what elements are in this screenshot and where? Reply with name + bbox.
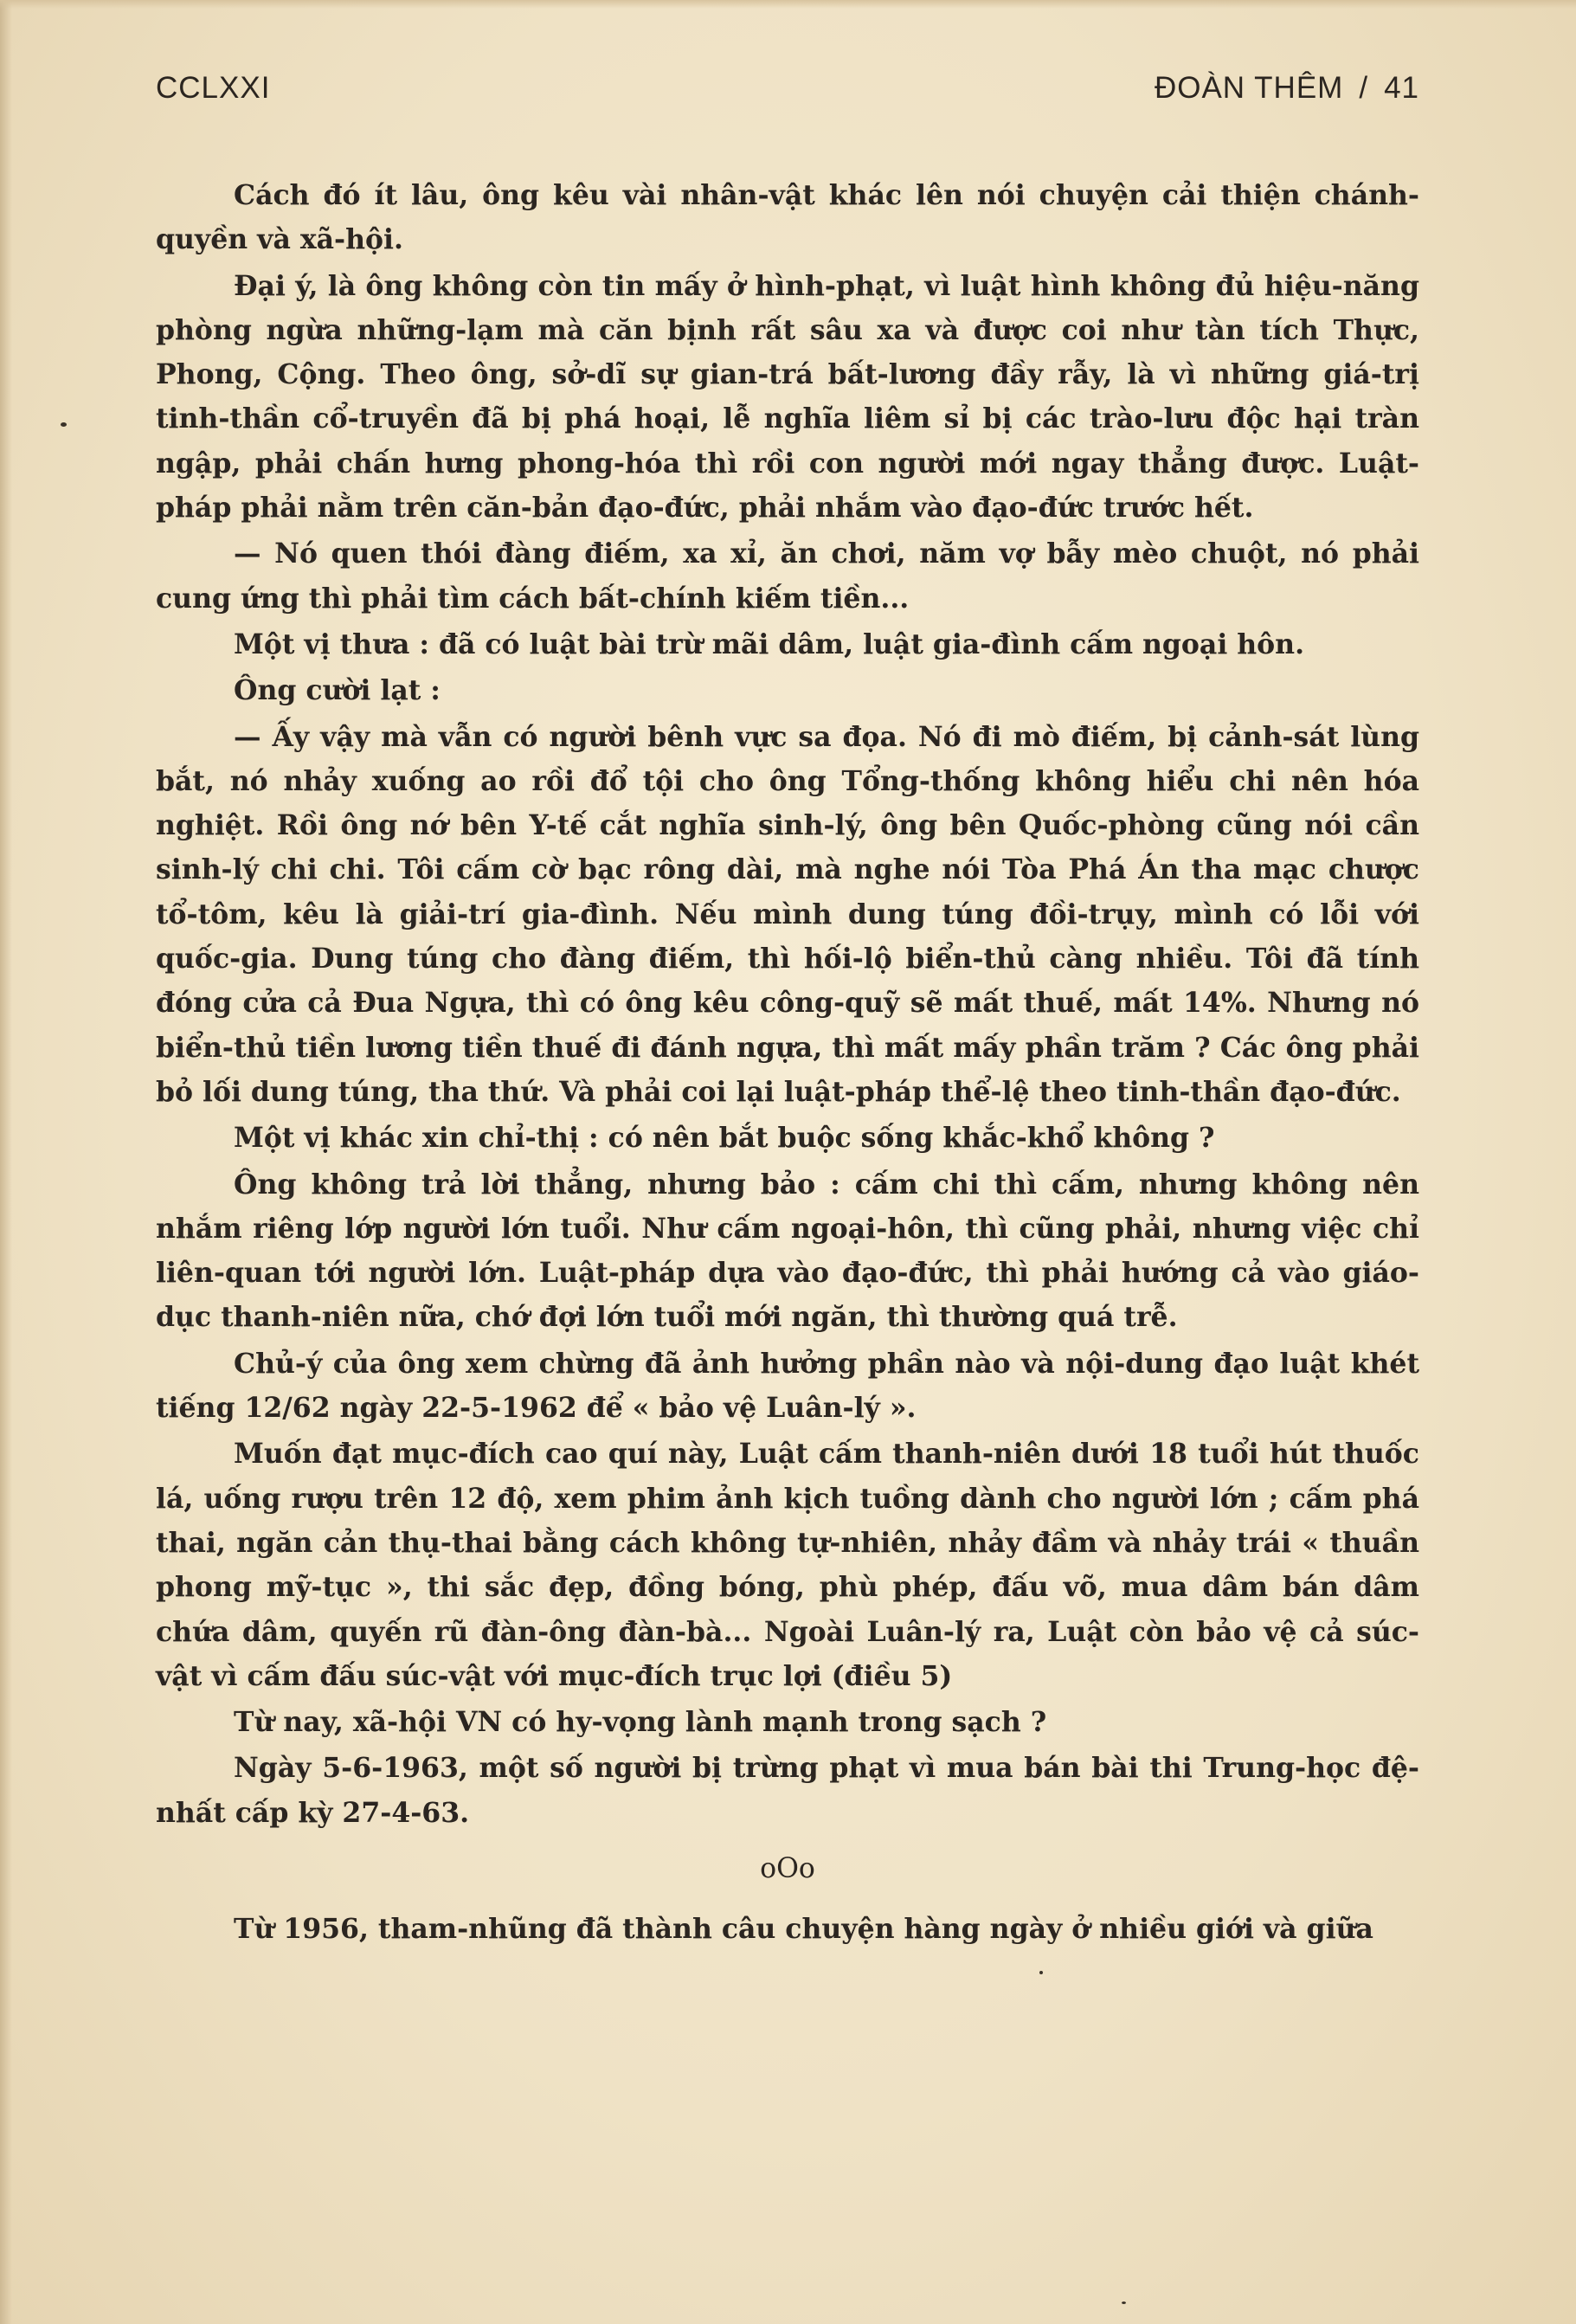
paragraph: Từ 1956, tham-nhũng đã thành câu chuyện hàng ngày ở nhiều giới và giữa (234, 1913, 1373, 1946)
paragraph: Ông cười lạt : (234, 674, 441, 707)
paper-speck (1122, 2301, 1126, 2304)
header-separator: / (1359, 71, 1369, 105)
paragraph: Một vị thưa : đã có luật bài trừ mãi dâm, luật gia-đình cấm ngoại hôn. (234, 628, 1305, 660)
header-right (1139, 71, 1419, 106)
paragraph: Một vị khác xin chỉ-thị : có nên bắt buộc sống khắc-khổ không ? (234, 1122, 1215, 1155)
page-top-edge-shadow (0, 0, 1576, 9)
paragraph: Ông không trả lời thẳng, nhưng bảo : cấm chi thì cấm, nhưng không nên nhắm riêng lớp người lớn tuổi. Như cấm ngoại-hôn, thì cũng phải, nhưng việc chỉ liên-quan tới người lớn. Luật-pháp dựa vào đạo-đức, thì phải hướng cả vào giáo-dục thanh-niên nữa, chớ đợi lớn tuổi mới ngăn, thì thường quá trễ. (156, 1168, 1419, 1334)
paper-speck (61, 422, 67, 427)
author-name: ĐOÀN THÊM (1154, 71, 1344, 105)
page-number: 41 (1384, 71, 1419, 105)
paragraph: Chủ-ý của ông xem chừng đã ảnh hưởng phần nào và nội-dung đạo luật khét tiếng 12/62 ngày 22-5-1962 để « bảo vệ Luân-lý ». (156, 1347, 1419, 1425)
paragraph: — Ấy vậy mà vẫn có người bênh vực sa đọa. Nó đi mò điếm, bị cảnh-sát lùng bắt, nó nhảy xuống ao rồi đổ tội cho ông Tổng-thống không hiểu chi nên hóa nghiệt. Rồi ông nớ bên Y-tế cắt nghĩa sinh-lý, ông bên Quốc-phòng cũng nói cần sinh-lý chi chi. Tôi cấm cờ bạc rông dài, mà nghe nói Tòa Phá Án tha mạc chược tổ-tôm, kêu là giải-trí gia-đình. Nếu mình dung túng đồi-trụy, mình có lỗi với quốc-gia. Dung túng cho đàng điếm, thì hối-lộ biển-thủ càng nhiều. Tôi đã tính đóng cửa cả Đua Ngựa, thì có ông kêu công-quỹ sẽ mất thuế, mất 14%. Nhưng nó biển-thủ tiền lương tiền thuế đi đánh ngựa, thì mất mấy phần trăm ? Các ông phải bỏ lối dung túng, tha thứ. Và phải coi lại luật-pháp thể-lệ theo tinh-thần đạo-đức. (156, 720, 1419, 1108)
running-header (156, 71, 1419, 114)
paragraph: Đại ý, là ông không còn tin mấy ở hình-phạt, vì luật hình không đủ hiệu-năng phòng ngừa những-lạm mà căn bịnh rất sâu xa và được coi như tàn tích Thực, Phong, Cộng. Theo ông, sở-dĩ sự gian-trá bất-lương đầy rẫy, là vì những giá-trị tinh-thần cổ-truyền đã bị phá hoại, lễ nghĩa liêm sỉ bị các trào-lưu độc hại tràn ngập, phải chấn hưng phong-hóa thì rồi con người mới ngay thẳng được. Luật-pháp phải nằm trên căn-bản đạo-đức, phải nhắm vào đạo-đức trước hết. (156, 269, 1419, 525)
page-body-text (156, 173, 1419, 1954)
paragraph: Cách đó ít lâu, ông kêu vài nhân-vật khác lên nói chuyện cải thiện chánh-quyền và xã-hội. (156, 179, 1419, 256)
paragraph: Từ nay, xã-hội VN có hy-vọng lành mạnh trong sạch ? (234, 1706, 1047, 1739)
section-separator: oOo (760, 1852, 815, 1884)
paper-speck (1039, 1971, 1043, 1974)
paragraph: — Nó quen thói đàng điếm, xa xỉ, ăn chơi, năm vợ bẫy mèo chuột, nó phải cung ứng thì phải tìm cách bất-chính kiếm tiền... (156, 538, 1419, 615)
paragraph: Muốn đạt mục-đích cao quí này, Luật cấm thanh-niên dưới 18 tuổi hút thuốc lá, uống rượu trên 12 độ, xem phim ảnh kịch tuồng dành cho người lớn ; cấm phá thai, ngăn cản thụ-thai bằng cách không tự-nhiên, nhảy đầm và nhảy trái « thuần phong mỹ-tục », thi sắc đẹp, đồng bóng, phù phép, đấu võ, mua dâm bán dâm chứa dâm, quyến rũ đàn-ông đàn-bà... Ngoài Luân-lý ra, Luật còn bảo vệ cả súc-vật vì cấm đấu súc-vật với mục-đích trục lợi (điều 5) (156, 1438, 1419, 1692)
chapter-number: CCLXXI (156, 71, 271, 105)
paragraph: Ngày 5-6-1963, một số người bị trừng phạt vì mua bán bài thi Trung-học đệ-nhất cấp kỳ 27-4-63. (156, 1752, 1419, 1829)
page-left-edge-shadow (0, 0, 12, 2324)
